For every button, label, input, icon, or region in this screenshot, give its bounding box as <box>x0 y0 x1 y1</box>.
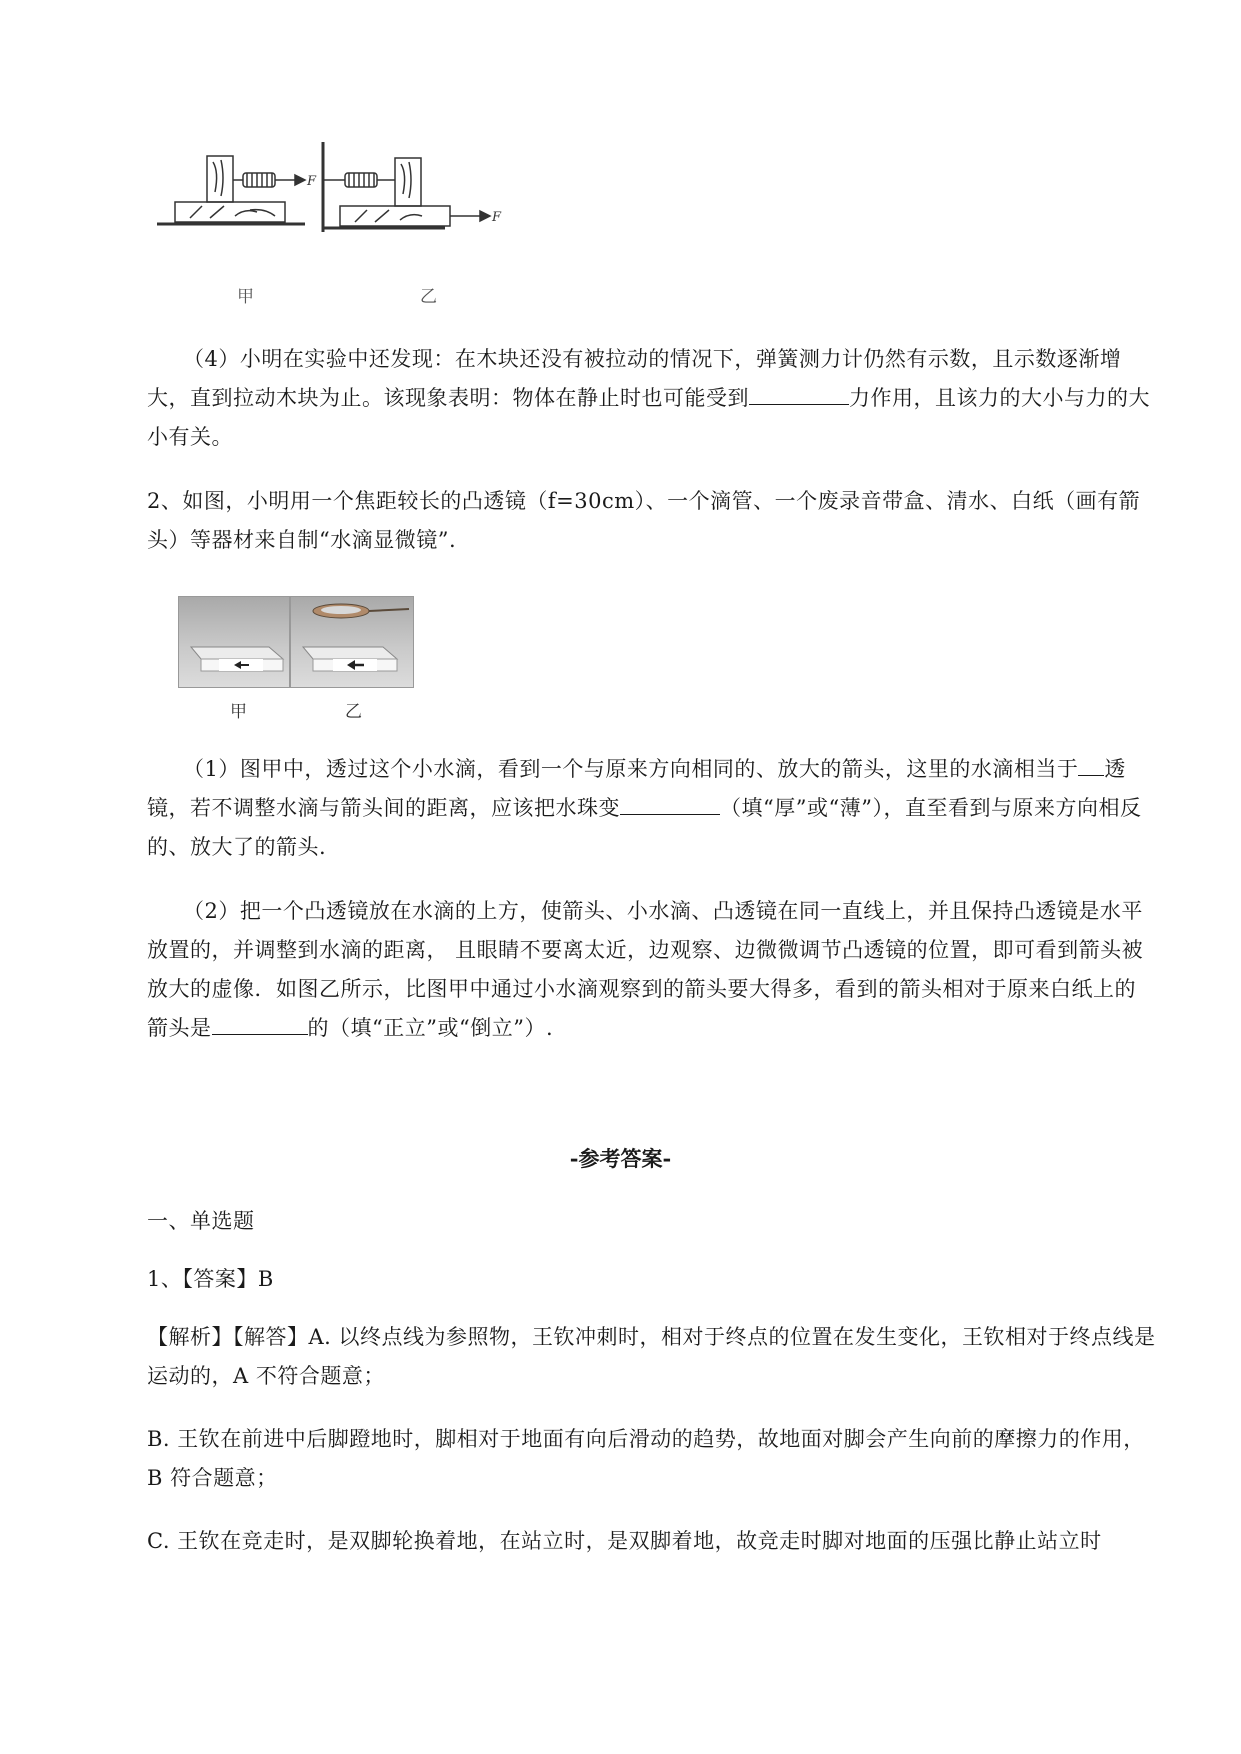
answers-heading: -参考答案- <box>569 1146 672 1171</box>
section-title: 一、单选题 <box>147 1209 255 1233</box>
question2-part1: （1）图甲中，透过这个小水滴，看到一个与原来方向相同的、放大的箭头，这里的水滴相当于 透镜，若不调整水滴与箭头间的距离，应该把水珠变 （填“厚”或“薄”），直至看到与原来方向相反的、放大了的箭头. <box>147 750 1157 867</box>
question2-intro: 2、如图，小明用一个焦距较长的凸透镜（f=30cm）、一个滴管、一个废录音带盒、清水、白纸（画有箭头）等器材来自制“水滴显微镜”. <box>147 489 1141 552</box>
answer-blank <box>212 1012 308 1035</box>
answer-item-1: 1、【答案】B <box>147 1267 274 1291</box>
force-label-jia: F <box>307 174 317 189</box>
figure-yi-drawing <box>323 142 490 232</box>
analysis-a: 【解析】【解答】A. 以终点线为参照物，王钦冲刺时，相对于终点的位置在发生变化，王钦相对于终点线是运动的，A 不符合题意； <box>147 1325 1156 1388</box>
photo-jia <box>178 596 290 688</box>
photo-yi-drawing <box>291 597 413 687</box>
photo-jia-drawing <box>179 597 289 687</box>
figure1-label-jia: 甲 <box>237 287 254 307</box>
answer-blank <box>620 792 720 815</box>
analysis-c: C. 王钦在竞走时，是双脚轮换着地，在站立时，是双脚着地，故竞走时脚对地面的压强比静止站立时 <box>147 1529 1102 1553</box>
figure2-label-jia: 甲 <box>230 702 247 722</box>
spring-scale-figure <box>155 140 515 290</box>
question2-part2: （2）把一个凸透镜放在水滴的上方，使箭头、小水滴、凸透镜在同一直线上，并且保持凸透镜是水平放置的，并调整到水滴的距离， 且眼睛不要离太近，边观察、边微微调节凸透镜的位置，即可看到箭头被放大的虚像．如图乙所示，比图甲中通过小水滴观察到的箭头要大得多，看到的箭头相对于原来白纸上的箭头是 的（填“正立”或“倒立”）. <box>147 899 1144 1040</box>
figure1-label-yi: 乙 <box>420 287 437 307</box>
figure2-label-yi: 乙 <box>345 702 362 722</box>
answer-blank <box>749 382 849 405</box>
question1-part4: （4）小明在实验中还发现：在木块还没有被拉动的情况下，弹簧测力计仍然有示数，且示数逐渐增大，直到拉动木块为止。该现象表明：物体在静止时也可能受到 力作用，且该力的大小与力的大小有关。 <box>147 347 1150 449</box>
answer-blank <box>1078 753 1104 776</box>
force-label-yi: F <box>492 210 502 225</box>
figure-jia-drawing <box>157 156 305 224</box>
photo-yi <box>290 596 414 688</box>
analysis-b: B. 王钦在前进中后脚蹬地时，脚相对于地面有向后滑动的趋势，故地面对脚会产生向前的摩擦力的作用，B 符合题意； <box>147 1427 1145 1490</box>
